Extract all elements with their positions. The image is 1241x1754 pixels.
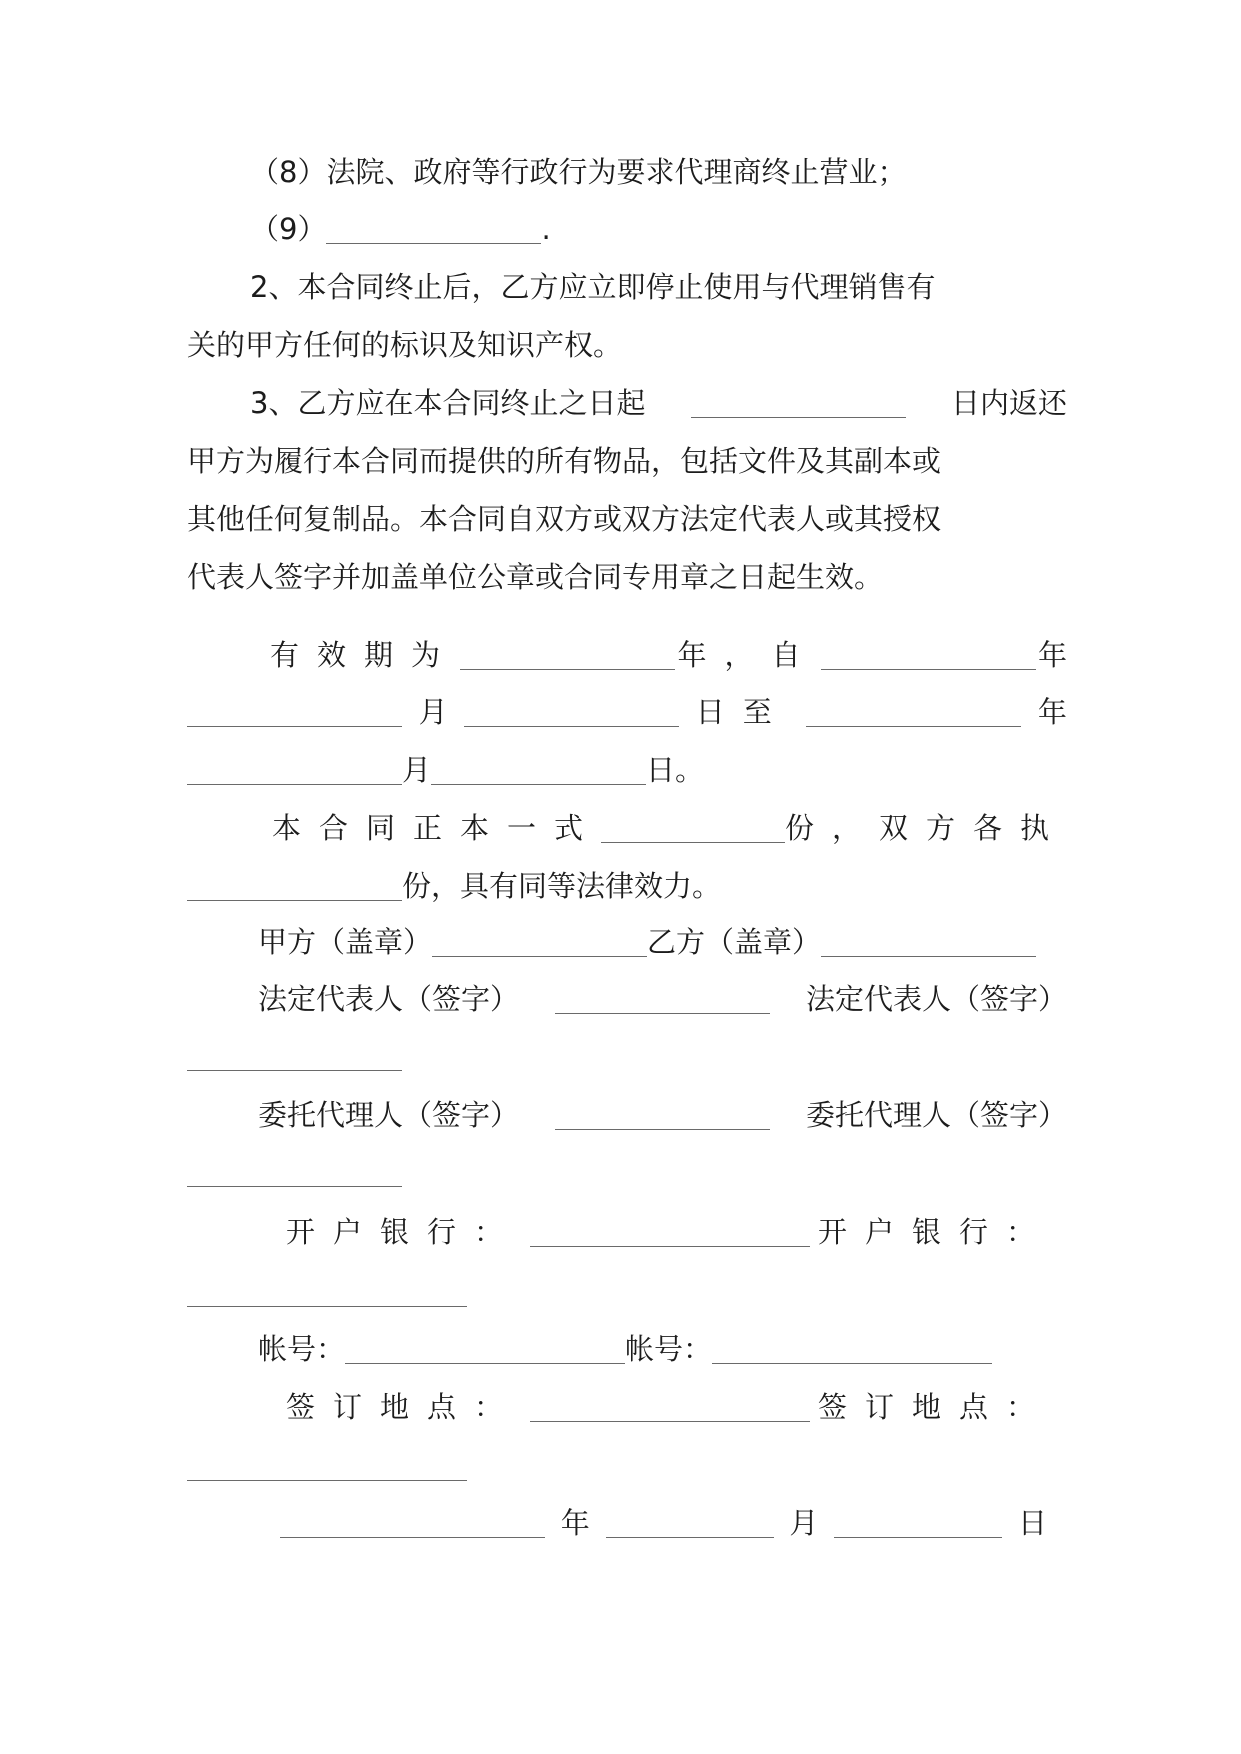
validity-years-blank[interactable] bbox=[460, 629, 675, 670]
clause-3-text-4: 代表人签字并加盖单位公章或合同专用章之日起生效。 bbox=[187, 560, 884, 594]
end-year-blank[interactable] bbox=[806, 686, 1021, 727]
validity-from-label: 年，自 bbox=[677, 638, 819, 672]
item-9-prefix: （9） bbox=[250, 212, 327, 246]
clause-3-text-a: 3、乙方应在本合同终止之日起 bbox=[250, 386, 646, 420]
agent-line bbox=[258, 1086, 1067, 1144]
item-9 bbox=[250, 200, 650, 258]
sign-day-label: 日 bbox=[1017, 1506, 1047, 1540]
clause-3-text-b: 日内返还 bbox=[950, 386, 1067, 420]
start-day-blank[interactable] bbox=[464, 686, 679, 727]
start-day-to-label: 日至 bbox=[695, 695, 790, 729]
party-a-place-label: 签订地点： bbox=[286, 1390, 522, 1424]
party-b-agent-label: 委托代理人（签字） bbox=[805, 1098, 1067, 1132]
end-day-label: 日。 bbox=[646, 753, 705, 787]
copies-each-label: 份，双方各执 bbox=[784, 811, 1067, 845]
party-a-legal-rep-blank[interactable] bbox=[555, 973, 770, 1014]
place-line bbox=[286, 1378, 1053, 1436]
place-line-2 bbox=[187, 1437, 1067, 1495]
copies-count-blank[interactable] bbox=[601, 802, 785, 843]
date-line bbox=[280, 1494, 1047, 1552]
party-b-legal-rep-label: 法定代表人（签字） bbox=[805, 982, 1067, 1016]
legal-rep-line bbox=[258, 970, 1067, 1028]
party-b-bank-label: 开户银行： bbox=[817, 1215, 1053, 1249]
seal-line bbox=[258, 913, 1067, 971]
end-day-blank[interactable] bbox=[431, 744, 646, 785]
bank-line-2 bbox=[187, 1263, 1067, 1321]
start-year-label: 年 bbox=[1037, 638, 1067, 672]
account-line bbox=[258, 1320, 1058, 1378]
party-b-seal-label: 乙方（盖章） bbox=[647, 925, 822, 959]
clause-3-line-3 bbox=[187, 490, 1067, 548]
party-b-account-label: 帐号： bbox=[625, 1332, 713, 1366]
item-8 bbox=[250, 143, 1010, 201]
party-a-seal-blank[interactable] bbox=[432, 916, 647, 957]
return-days-blank[interactable] bbox=[691, 377, 906, 418]
item-8-text: （8）法院、政府等行政行为要求代理商终止营业； bbox=[250, 155, 907, 189]
party-a-agent-blank[interactable] bbox=[555, 1089, 770, 1130]
clause-2-line-1 bbox=[250, 258, 1067, 316]
sign-day-blank[interactable] bbox=[834, 1497, 1002, 1538]
copies-effect-text: 份，具有同等法律效力。 bbox=[402, 869, 722, 903]
party-b-bank-blank[interactable] bbox=[187, 1266, 467, 1307]
party-a-bank-label: 开户银行： bbox=[286, 1215, 522, 1249]
clause-3-text-2: 甲方为履行本合同而提供的所有物品，包括文件及其副本或 bbox=[187, 444, 942, 478]
item-9-suffix: . bbox=[541, 212, 551, 246]
party-a-place-blank[interactable] bbox=[530, 1381, 810, 1422]
party-a-legal-rep-label: 法定代表人（签字） bbox=[258, 982, 520, 1016]
sign-year-label: 年 bbox=[560, 1506, 590, 1540]
clause-2-text-2: 关的甲方任何的标识及知识产权。 bbox=[187, 328, 623, 362]
party-b-account-blank[interactable] bbox=[712, 1323, 992, 1364]
item-9-blank[interactable] bbox=[326, 203, 541, 244]
clause-2-line-2 bbox=[187, 316, 1067, 374]
bank-line bbox=[286, 1203, 1053, 1261]
party-b-place-label: 签订地点： bbox=[817, 1390, 1053, 1424]
party-b-agent-blank[interactable] bbox=[187, 1146, 402, 1187]
party-a-account-label: 帐号： bbox=[258, 1332, 346, 1366]
party-b-seal-blank[interactable] bbox=[821, 916, 1036, 957]
end-month-label: 月 bbox=[402, 753, 432, 787]
party-b-place-blank[interactable] bbox=[187, 1440, 467, 1481]
start-month-label: 月 bbox=[418, 695, 448, 729]
copies-line-2 bbox=[187, 857, 1067, 915]
copies-label: 本合同正本一式 bbox=[272, 811, 602, 845]
clause-3-line-4 bbox=[187, 548, 1067, 606]
validity-line-1 bbox=[270, 626, 1067, 684]
clause-3-text-3: 其他任何复制品。本合同自双方或双方法定代表人或其授权 bbox=[187, 502, 942, 536]
validity-line-3 bbox=[187, 741, 1067, 799]
validity-line-2 bbox=[187, 683, 1067, 741]
party-a-bank-blank[interactable] bbox=[530, 1206, 810, 1247]
validity-label: 有效期为 bbox=[270, 638, 459, 672]
agent-line-2 bbox=[187, 1143, 1067, 1201]
start-year-blank[interactable] bbox=[821, 629, 1036, 670]
party-b-legal-rep-blank[interactable] bbox=[187, 1030, 402, 1071]
clause-3-line-2 bbox=[187, 432, 1067, 490]
party-a-agent-label: 委托代理人（签字） bbox=[258, 1098, 520, 1132]
sign-month-blank[interactable] bbox=[606, 1497, 774, 1538]
sign-year-blank[interactable] bbox=[280, 1497, 545, 1538]
copies-line-1 bbox=[272, 799, 1067, 857]
clause-2-text-1: 2、本合同终止后，乙方应立即停止使用与代理销售有 bbox=[250, 270, 936, 304]
copies-each-blank[interactable] bbox=[187, 860, 402, 901]
legal-rep-line-2 bbox=[187, 1027, 1067, 1085]
end-month-blank[interactable] bbox=[187, 744, 402, 785]
end-year-label: 年 bbox=[1037, 695, 1067, 729]
start-month-blank[interactable] bbox=[187, 686, 402, 727]
sign-month-label: 月 bbox=[789, 1506, 819, 1540]
party-a-seal-label: 甲方（盖章） bbox=[258, 925, 433, 959]
clause-3-line-1 bbox=[250, 374, 1067, 432]
party-a-account-blank[interactable] bbox=[345, 1323, 625, 1364]
